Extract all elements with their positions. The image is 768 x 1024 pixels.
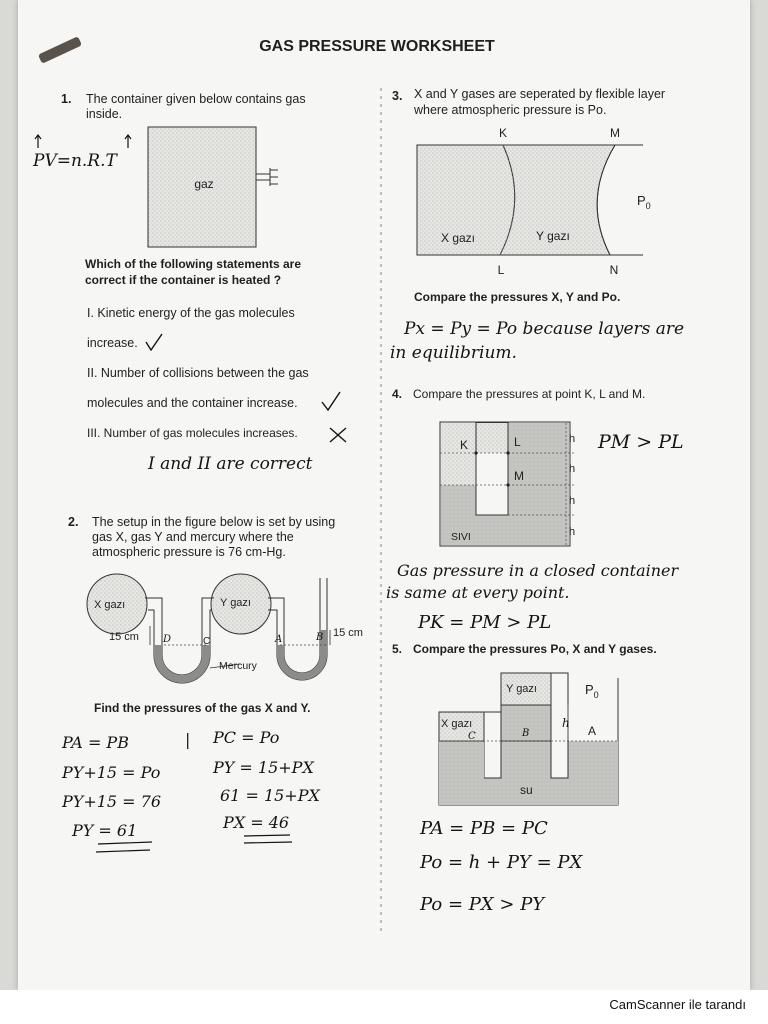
q5-su-label: su (520, 783, 533, 797)
q2-text-line3: atmospheric pressure is 76 cm-Hg. (92, 545, 286, 559)
q4-h-4: h (569, 526, 576, 538)
q3-label-k: K (498, 126, 508, 140)
q1-valve (256, 168, 278, 186)
q5-point-b: B (522, 728, 530, 739)
q2-hw-left-1: PA = PB (62, 733, 129, 752)
q4-number: 4. (392, 387, 403, 401)
q2-hw-underline-right (244, 835, 292, 843)
q1-gas-label: gaz (194, 177, 214, 191)
q5-y-gas-label: Y gazı (506, 683, 537, 695)
q2-hw-sep: | (185, 730, 191, 749)
q4-h-3: h (569, 495, 576, 507)
q2-hw-right-3: 61 = 15+PX (220, 786, 320, 805)
q3-text-line1: X and Y gases are seperated by flexible layer (414, 87, 666, 101)
q1-text-line2: inside. (86, 107, 123, 121)
q2-hw-underline-left (96, 842, 152, 852)
q5-hw-line3: Po = PX > PY (420, 894, 545, 915)
q1-text-line1: The container given below contains gas (86, 92, 306, 106)
q1-statement-2b: molecules and the container increase. (87, 396, 298, 410)
q1-statement-1b: increase. (87, 336, 138, 350)
q1-hw-arrows (35, 135, 131, 148)
q5-point-a: A (588, 724, 597, 738)
q2-text-line1: The setup in the figure below is set by using (92, 515, 336, 529)
q1-question-line1: Which of the following statements are (85, 257, 302, 271)
q4-hw-line1: Gas pressure in a closed container (397, 561, 679, 580)
q5-point-c: C (468, 731, 476, 742)
q1-question-line2: correct if the container is heated ? (85, 273, 282, 287)
q2-hw-right-2: PY = 15+PX (213, 758, 314, 777)
q3-hw-line2: in equilibrium. (390, 343, 517, 363)
q2-point-b: B (316, 632, 324, 643)
q2-point-d: D (163, 634, 172, 645)
q2-y-gas-label: Y gazı (220, 597, 251, 609)
q1-check-1 (146, 334, 162, 350)
q2-mercury-label: Mercury (219, 660, 257, 672)
q4-label-k: K (460, 438, 469, 452)
q1-number: 1. (61, 92, 72, 106)
q1-hw-answer: I and II are correct (148, 454, 313, 474)
q5-text: Compare the pressures Po, X and Y gases. (413, 642, 657, 656)
q3-number: 3. (392, 89, 403, 103)
q2-hw-left-2: PY+15 = Po (62, 763, 161, 782)
q4-sivi-label: SIVI (451, 531, 471, 543)
q5-hw-line2: Po = h + PY = PX (420, 852, 583, 873)
q2-question: Find the pressures of the gas X and Y. (94, 701, 311, 715)
q4-hw-relation: PM > PL (598, 431, 684, 453)
q3-question: Compare the pressures X, Y and Po. (414, 290, 621, 304)
q4-h-1: h (569, 433, 576, 445)
q2-point-a: A (275, 634, 283, 645)
q4-h-2: h (569, 463, 576, 475)
q2-number: 2. (68, 515, 79, 529)
q5-number: 5. (392, 642, 403, 656)
q4-label-l: L (514, 435, 521, 449)
q3-label-m: M (610, 126, 620, 140)
q3-text-line2: where atmospheric pressure is Po. (414, 103, 607, 117)
q2-point-c: C (203, 636, 211, 647)
q1-statement-3: III. Number of gas molecules increases. (87, 426, 298, 440)
q5-hw-line1: PA = PB = PC (420, 818, 548, 839)
q2-text-line2: gas X, gas Y and mercury where the (92, 530, 294, 544)
q2-hw-right-1: PC = Po (213, 728, 280, 747)
q5-h-label: h (562, 716, 570, 730)
q2-x-gas-label: X gazı (94, 599, 126, 611)
q2-hw-left-3: PY+15 = 76 (62, 792, 162, 811)
q1-statement-1a: I. Kinetic energy of the gas molecules (87, 306, 295, 320)
page-title: GAS PRESSURE WORKSHEET (259, 38, 495, 55)
q3-hw-line1: Px = Py = Po because layers are (404, 319, 685, 339)
q1-statement-2a: II. Number of collisions between the gas (87, 366, 309, 380)
q1-check-2 (322, 392, 340, 410)
q5-po-label: $P_0$ (585, 682, 599, 700)
q3-po-label: $P_0$ (637, 193, 651, 211)
q4-hw-line2: is same at every point. (386, 583, 570, 602)
q2-manometer-figure (87, 574, 330, 683)
q3-y-gas-label: Y gazı (536, 229, 570, 243)
q2-right-dimension: 15 cm (333, 627, 363, 639)
q4-label-m: M (514, 469, 524, 483)
q3-x-gas-label: X gazı (441, 231, 476, 245)
q2-hw-right-4: PX = 46 (223, 813, 290, 832)
q1-cross-3 (330, 428, 346, 442)
q3-label-l: L (497, 263, 505, 277)
q4-text: Compare the pressures at point K, L and M. (413, 387, 646, 401)
scan-footer (0, 990, 768, 1024)
q2-hw-left-4: PY = 61 (72, 821, 138, 840)
paper-clip-mark (38, 36, 82, 64)
q4-hw-line3: PK = PM > PL (418, 612, 552, 633)
q1-hw-formula: PV=n.R.T (33, 151, 117, 171)
q2-left-dimension: 15 cm (109, 631, 139, 643)
scanner-watermark: CamScanner ile tarandı (609, 997, 746, 1012)
q3-label-n: N (609, 263, 619, 277)
q5-x-gas-label: X gazı (441, 718, 473, 730)
